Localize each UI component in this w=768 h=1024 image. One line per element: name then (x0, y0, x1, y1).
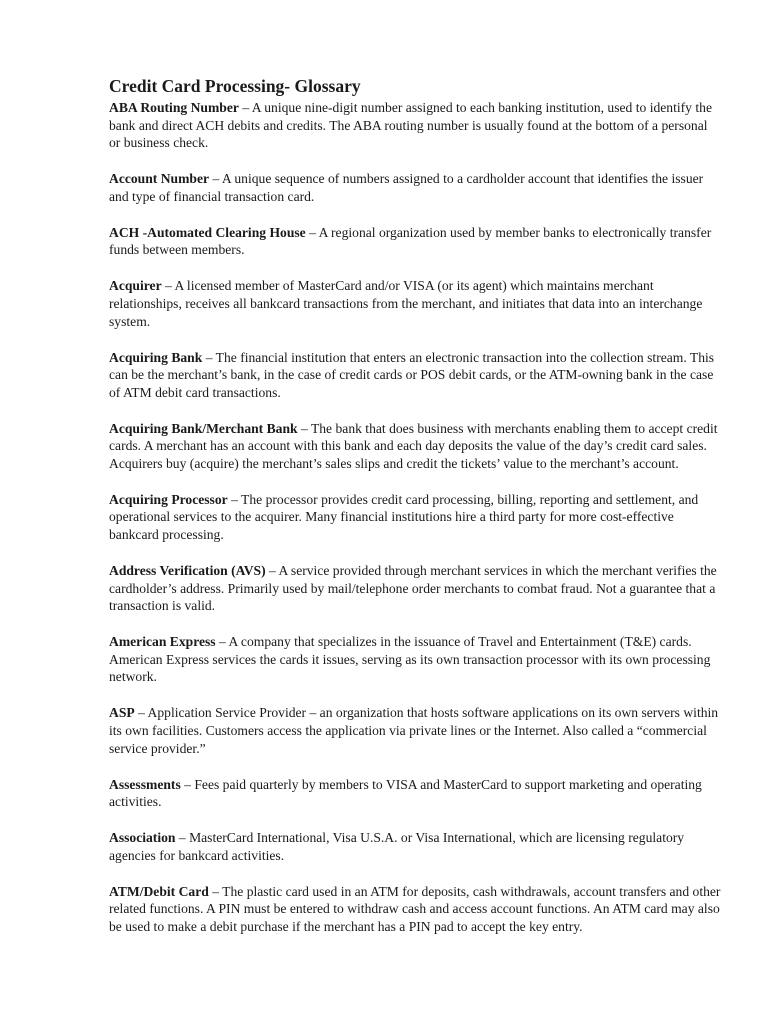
glossary-entry: ACH -Automated Clearing House – A regional organization used by member banks to electronically transfer funds between members. (109, 224, 712, 258)
glossary-entry: Acquiring Bank – The financial institution that enters an electronic transaction into the collection stream. This can be the merchant’s bank, in the case of credit cards or POS debit cards, or the ATM-owning bank in the case of ATM debit card transactions. (109, 349, 715, 400)
glossary-definition: The financial institution that enters an electronic transaction into the collection stream. This can be the merchant’s bank, in the case of credit cards or POS debit cards, or the ATM-owning bank in the case of ATM debit card transactions. (109, 349, 715, 400)
glossary-term: Association (109, 830, 176, 846)
glossary-entry: Acquiring Processor – The processor provides credit card processing, billing, reporting and settlement, and operational services to the acquirer. Many financial institutions hire a third party for more cost-effective bankcard processing. (109, 491, 699, 543)
glossary-definition: A unique sequence of numbers assigned to a cardholder account that identifies the issuer and type of financial transaction card. (109, 171, 704, 204)
glossary-definition: Fees paid quarterly by members to VISA and MasterCard to support marketing and operating activities. (109, 776, 702, 810)
glossary-term: Account Number (109, 171, 210, 187)
glossary-definition: A unique nine-digit number assigned to each banking institution, used to identify the bank and direct ACH debits and credits. The ABA routing number is usually found at the bottom of a personal or business check. (109, 100, 712, 151)
glossary-entry: ABA Routing Number – A unique nine-digit number assigned to each banking institution, used to identify the bank and direct ACH debits and credits. The ABA routing number is usually found at the bottom of a personal or business check. (109, 100, 712, 151)
glossary-term: Address Verification (AVS) (109, 563, 266, 579)
glossary-entry: ASP – Application Service Provider – an organization that hosts software applications on its own servers within its own facilities. Customers access the application via private lines or the Internet. Also called a “commercial service provider.” (109, 705, 719, 756)
glossary-entry: ATM/Debit Card – The plastic card used in an ATM for deposits, cash withdrawals, account transfers and other related functions. A PIN must be entered to withdraw cash and access account functions. An ATM card may also be used to make a debit purchase if the merchant has a PIN pad to accept the key entry. (109, 883, 721, 934)
glossary-entry: American Express – A company that specializes in the issuance of Travel and Entertainment (T&E) cards. American Express services the cards it issues, serving as its own transaction processor with its own processing network. (109, 634, 711, 685)
glossary-definition: The bank that does business with merchants enabling them to accept credit cards. A merchant has an account with this bank and each day deposits the value of the day’s credit card sales. Acquirers buy (acquire) the merchant’s sales slips and credit the tickets’ value to the merchant’s account. (109, 420, 718, 471)
document-page (109, 76, 721, 954)
glossary-term: Acquiring Bank (109, 349, 203, 365)
glossary-entry: Acquirer – A licensed member of MasterCard and/or VISA (or its agent) which maintains merchant relationships, receives all bankcard transactions from the merchant, and initiates that data into an interchange system. (109, 278, 703, 329)
glossary-definition: A licensed member of MasterCard and/or VISA (or its agent) which maintains merchant relationships, receives all bankcard transactions from the merchant, and initiates that data into an interchange system. (109, 278, 703, 329)
glossary-definition: MasterCard International, Visa U.S.A. or Visa International, which are licensing regulatory agencies for bankcard activities. (109, 830, 685, 863)
glossary-entry: Account Number – A unique sequence of numbers assigned to a cardholder account that identifies the issuer and type of financial transaction card. (109, 171, 704, 204)
glossary-term: ABA Routing Number (109, 100, 239, 115)
glossary-term: Acquiring Bank/Merchant Bank (109, 420, 298, 436)
glossary-term: ATM/Debit Card (109, 883, 209, 899)
glossary-entry: Address Verification (AVS) – A service provided through merchant services in which the merchant verifies the cardholder’s address. Primarily used by mail/telephone order merchants to combat fraud. Not a guarantee that a transaction is valid. (109, 563, 717, 614)
glossary-definition: The processor provides credit card processing, billing, reporting and settlement, and operational services to the acquirer. Many financial institutions hire a third party for more cost-effective bankcard processing. (109, 491, 699, 543)
glossary-term: Assessments (109, 776, 181, 792)
glossary-definition: A service provided through merchant services in which the merchant verifies the cardholder’s address. Primarily used by mail/telephone order merchants to combat fraud. Not a guarantee that a transaction is valid. (109, 563, 717, 614)
glossary-term: American Express (109, 634, 216, 650)
glossary-definition: Application Service Provider – an organization that hosts software applications on its own servers within its own facilities. Customers access the application via private lines or the Internet. Also called a “commercial service provider.” (109, 705, 719, 756)
glossary-definition: The plastic card used in an ATM for deposits, cash withdrawals, account transfers and other related functions. A PIN must be entered to withdraw cash and access account functions. An ATM card may also be used to make a debit purchase if the merchant has a PIN pad to accept the key entry. (109, 883, 721, 934)
glossary-term: ACH -Automated Clearing House (109, 224, 306, 240)
glossary-entry: Association – MasterCard International, Visa U.S.A. or Visa International, which are licensing regulatory agencies for bankcard activities. (109, 830, 685, 863)
glossary-term: Acquiring Processor (109, 491, 228, 507)
glossary-definition: A company that specializes in the issuance of Travel and Entertainment (T&E) cards. American Express services the cards it issues, serving as its own transaction processor with its own processing network. (109, 634, 711, 685)
glossary-term: ASP (109, 705, 135, 721)
glossary-entry: Acquiring Bank/Merchant Bank – The bank that does business with merchants enabling them to accept credit cards. A merchant has an account with this bank and each day deposits the value of the day’s credit card sales. Acquirers buy (acquire) the merchant’s sales slips and credit the tickets’ value to the merchant’s account. (109, 420, 718, 471)
glossary-term: Acquirer (109, 278, 162, 294)
page-title: Credit Card Processing- Glossary (109, 76, 361, 96)
glossary-entry: Assessments – Fees paid quarterly by members to VISA and MasterCard to support marketing and operating activities. (109, 776, 702, 810)
glossary-definition: A regional organization used by member banks to electronically transfer funds between members. (109, 224, 712, 258)
